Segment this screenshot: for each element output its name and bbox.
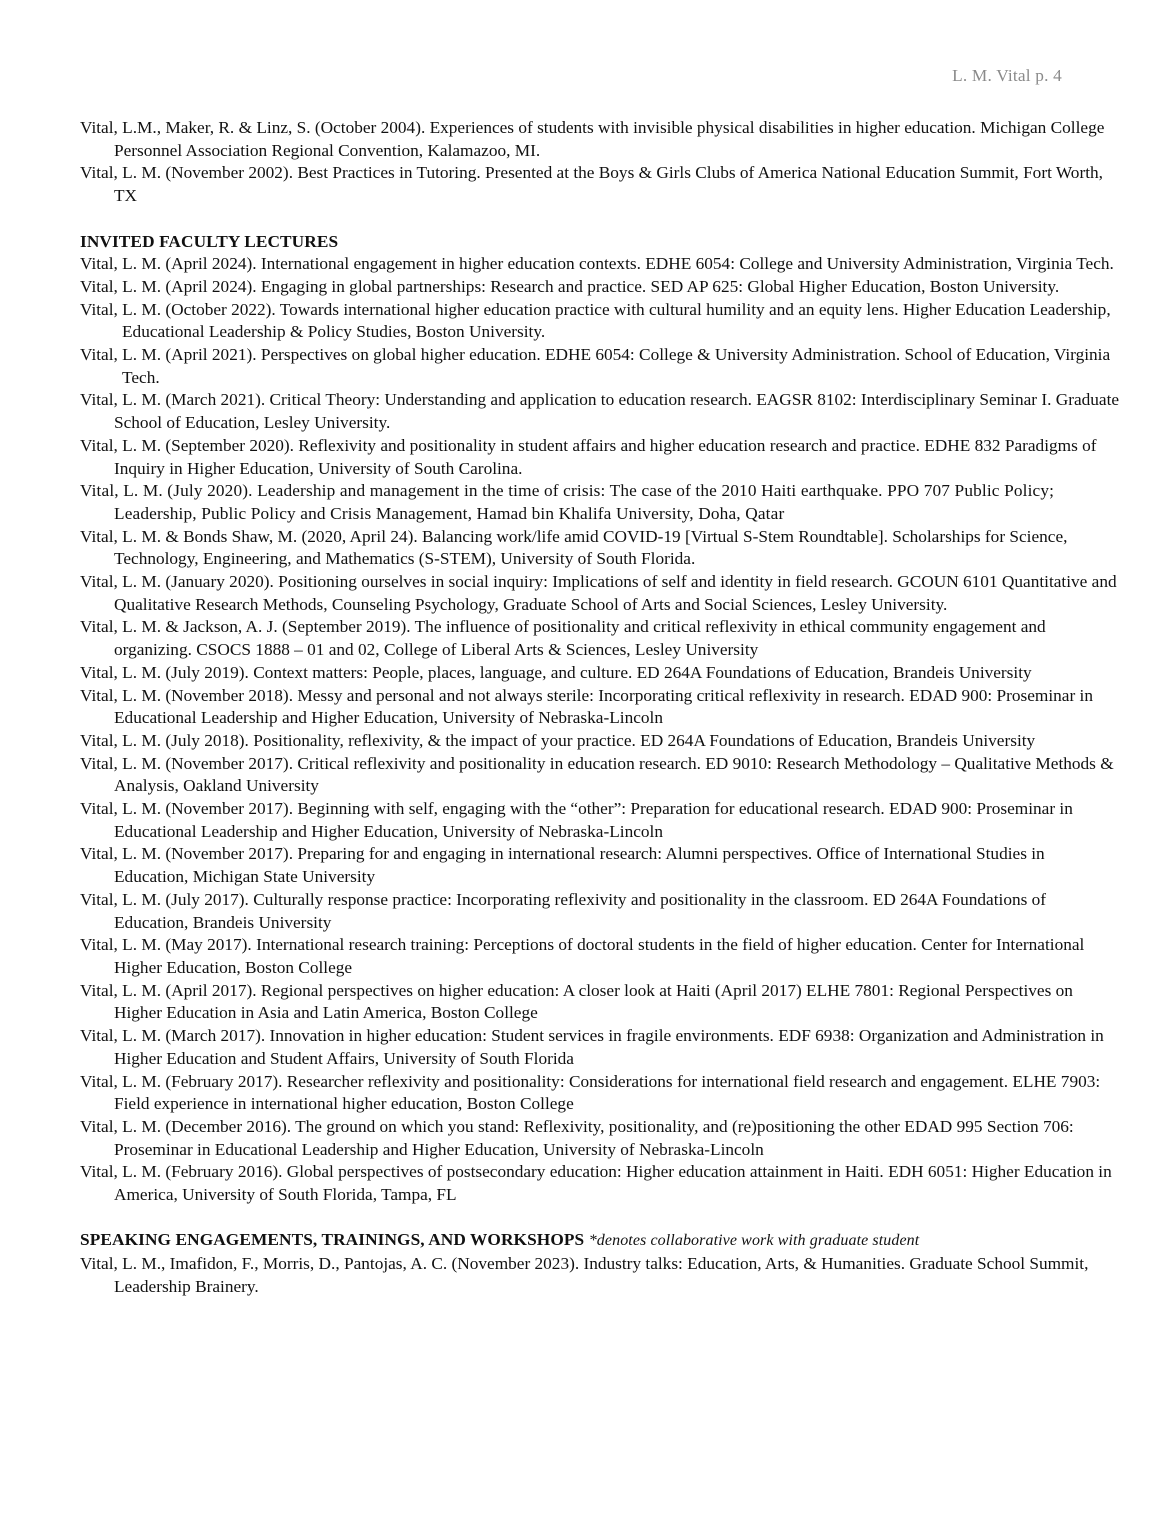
speaking-entry: Vital, L. M., Imafidon, F., Morris, D., Pantojas, A. C. (November 2023). Industry talks: Education, Arts, & Humanities. Graduate School Summit, Leadership Brainery. <box>80 1254 1089 1296</box>
speaking-heading-text: SPEAKING ENGAGEMENTS, TRAININGS, AND WORKSHOPS <box>80 1230 585 1250</box>
lecture-entry: Vital, L. M. & Jackson, A. J. (September 2019). The influence of positionality and critical reflexivity in ethical community engagement and organizing. CSOCS 1888 – 01 and 02, College of Liberal Arts & Sciences, Lesley University <box>80 617 1046 660</box>
speaking-engagements-heading <box>80 1229 1120 1253</box>
lecture-entry: Vital, L. M. (July 2017). Culturally response practice: Incorporating reflexivity and positionality in the classroom. ED 264A Foundations of Education, Brandeis University <box>80 889 1047 932</box>
lecture-entry: Vital, L. M. (February 2017). Researcher reflexivity and positionality: Considerations for international field research and engagement. ELHE 7903: Field experience in international higher education, Boston College <box>80 1071 1101 1114</box>
lecture-entry: Vital, L. M. (November 2017). Beginning with self, engaging with the “other”: Preparation for educational research. EDAD 900: Proseminar in Educational Leadership and Higher Education, University of Nebraska-Lincoln <box>80 799 1073 841</box>
lecture-entry: Vital, L. M. (September 2020). Reflexivity and positionality in student affairs and higher education research and practice. EDHE 832 Paradigms of Inquiry in Higher Education, University of South Carolina. <box>80 435 1097 478</box>
lecture-entry: Vital, L. M. (July 2018). Positionality, reflexivity, & the impact of your practice. ED 264A Foundations of Education, Brandeis University <box>80 730 1036 750</box>
presentation-entry: Vital, L. M. (November 2002). Best Practices in Tutoring. Presented at the Boys & Girls Clubs of America National Education Summit, Fort Worth, TX <box>80 163 1103 206</box>
lecture-entry: Vital, L. M. (April 2024). International engagement in higher education contexts. EDHE 6054: College and University Administration, Virginia Tech. <box>80 254 1114 274</box>
lecture-entry: Vital, L. M. (April 2017). Regional perspectives on higher education: A closer look at Haiti (April 2017) ELHE 7801: Regional Perspectives on Higher Education in Asia and Latin America, Boston College <box>80 980 1073 1023</box>
lecture-entry: Vital, L. M. (July 2020). Leadership and management in the time of crisis: The case of the 2010 Haiti earthquake. PPO 707 Public Policy; Leadership, Public Policy and Crisis Management, Hamad bin Khalifa University, Doha, Qatar <box>80 481 1055 523</box>
lecture-entry: Vital, L. M. (December 2016). The ground on which you stand: Reflexivity, positionality, and (re)positioning the other EDAD 995 Section 706: Proseminar in Educational Leadership and Higher Education, University of Nebraska-Lincoln <box>80 1116 1074 1159</box>
lecture-entry: Vital, L. M. (November 2017). Critical reflexivity and positionality in education research. ED 9010: Research Methodology – Qualitative Methods & Analysis, Oakland University <box>80 753 1114 796</box>
lecture-entry: Vital, L. M. (November 2017). Preparing for and engaging in international research: Alumni perspectives. Office of International Studies in Education, Michigan State University <box>80 844 1045 887</box>
invited-lectures-heading: INVITED FACULTY LECTURES <box>80 231 339 251</box>
presentation-entry: Vital, L.M., Maker, R. & Linz, S. (October 2004). Experiences of students with invisible physical disabilities in higher education. Michigan College Personnel Association Regional Convention, Kalamazoo, MI. <box>80 118 1105 160</box>
lecture-entry: Vital, L. M. (March 2017). Innovation in higher education: Student services in fragile environments. EDF 6938: Organization and Administration in Higher Education and Student Affairs, University of South Florida <box>80 1026 1104 1068</box>
lecture-entry: Vital, L. M. (March 2021). Critical Theory: Understanding and application to education research. EAGSR 8102: Interdisciplinary Seminar I. Graduate School of Education, Lesley University. <box>80 390 1120 433</box>
page-header: L. M. Vital p. 4 <box>952 66 1062 85</box>
lecture-entry: Vital, L. M. (April 2024). Engaging in global partnerships: Research and practice. SED AP 625: Global Higher Education, Boston University. <box>80 276 1060 296</box>
section-spacer <box>80 208 1120 231</box>
lecture-entry: Vital, L. M. (February 2016). Global perspectives of postsecondary education: Higher education attainment in Haiti. EDH 6051: Higher Education in America, University of South Florida, Tampa, FL <box>80 1162 1112 1205</box>
lecture-entry: Vital, L. M. (October 2022). Towards international higher education practice with cultural humility and an equity lens. Higher Education Leadership, Educational Leadership & Policy Studies, Boston University. <box>80 299 1111 342</box>
lecture-entry: Vital, L. M. (May 2017). International research training: Perceptions of doctoral students in the field of higher education. Center for International Higher Education, Boston College <box>80 935 1085 977</box>
speaking-heading-note: *denotes collaborative work with graduate student <box>588 1232 920 1250</box>
lecture-entry: Vital, L. M. & Bonds Shaw, M. (2020, April 24). Balancing work/life amid COVID-19 [Virtual S-Stem Roundtable]. Scholarships for Science, Technology, Engineering, and Mathematics (S-STEM), University of South Florida. <box>80 526 1068 569</box>
lecture-entry: Vital, L. M. (July 2019). Context matters: People, places, language, and culture. ED 264A Foundations of Education, Brandeis University <box>80 662 1032 682</box>
section-spacer <box>80 1207 1120 1230</box>
lecture-entry: Vital, L. M. (January 2020). Positioning ourselves in social inquiry: Implications of self and identity in field research. GCOUN 6101 Quantitative and Qualitative Research Methods, Counseling Psychology, Graduate School of Arts and Social Sciences, Lesley University. <box>80 572 1117 614</box>
lecture-entry: Vital, L. M. (November 2018). Messy and personal and not always sterile: Incorporating critical reflexivity in research. EDAD 900: Proseminar in Educational Leadership and Higher Education, University of Nebraska-Lincoln <box>80 685 1093 728</box>
document-body <box>80 117 1120 1299</box>
lecture-entry: Vital, L. M. (April 2021). Perspectives on global higher education. EDHE 6054: College & University Administration. School of Education, Virginia Tech. <box>80 345 1111 387</box>
